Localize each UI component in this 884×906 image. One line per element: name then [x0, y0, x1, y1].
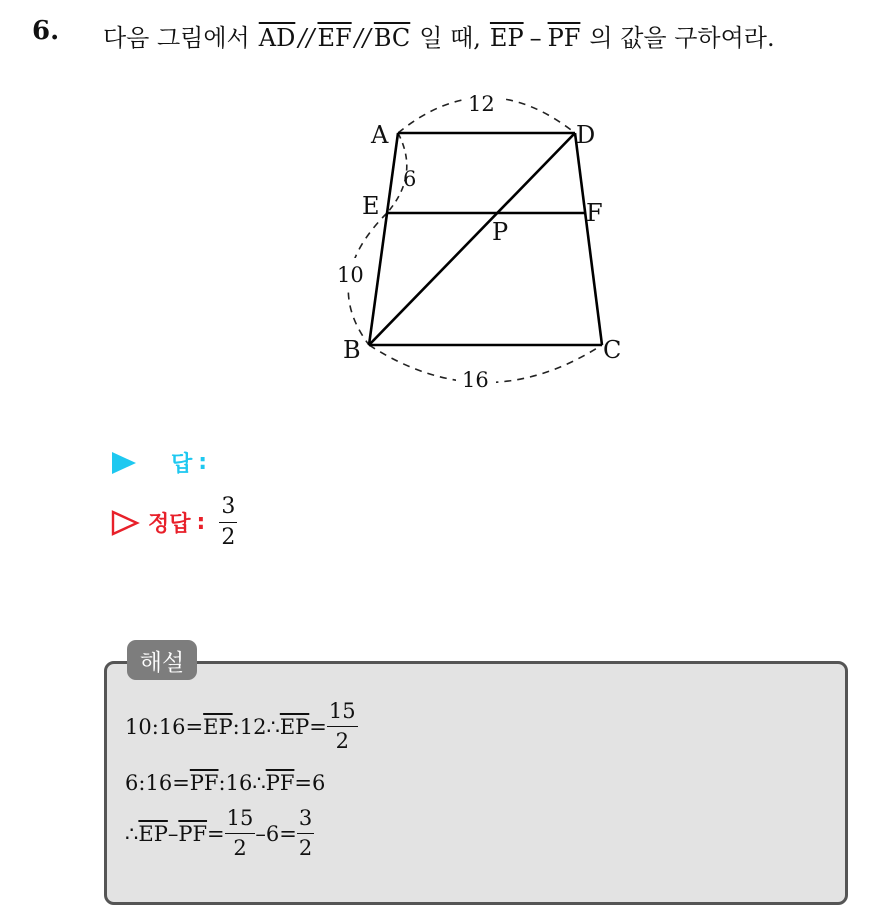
- fraction-numerator: 15: [225, 808, 256, 834]
- vertex-label-d: D: [576, 121, 596, 149]
- minus-sign: –: [529, 24, 542, 52]
- parallel-symbol-2: //: [354, 24, 371, 52]
- diagonal-bd: [369, 133, 575, 345]
- point-label-p: P: [492, 218, 509, 246]
- segment-pf: $\overline{PF}$: [265, 771, 295, 795]
- question-text: [103, 18, 775, 53]
- value: 12: [239, 714, 267, 739]
- value: 16: [145, 771, 173, 795]
- trapezoid-figure: [330, 88, 630, 398]
- ratio-colon: :: [151, 714, 159, 739]
- value: 6: [265, 821, 280, 846]
- minus-sign: –: [255, 821, 266, 846]
- explanation-tab: 해설: [127, 640, 197, 680]
- equals-sign: =: [172, 771, 190, 795]
- answer-row: [110, 447, 207, 478]
- fraction-numerator: 3: [297, 808, 314, 834]
- ratio-colon: :: [138, 771, 146, 795]
- segment-ep: $\overline{EP}$: [203, 714, 233, 739]
- therefore-symbol: ∴: [125, 821, 139, 846]
- therefore-symbol: ∴: [252, 771, 266, 795]
- segment-ad: $\overline{AD}$: [258, 24, 296, 52]
- correct-answer-fraction: [219, 496, 237, 549]
- measure-ae: 6: [403, 167, 417, 191]
- equals-sign: =: [294, 771, 312, 795]
- segment-ef: $\overline{EF}$: [317, 24, 352, 52]
- explanation-line-1: [125, 701, 358, 752]
- value: 10: [125, 714, 152, 739]
- fraction-denominator: 2: [335, 729, 349, 753]
- equals-sign: =: [185, 714, 204, 739]
- equals-sign: =: [279, 821, 297, 846]
- segment-bc: $\overline{BC}$: [373, 24, 411, 52]
- correct-answer-row: [110, 496, 237, 549]
- segment-ep: $\overline{EP}$: [489, 24, 524, 52]
- ratio-colon: :: [218, 771, 226, 795]
- value: 16: [225, 771, 253, 795]
- segment-pf: $\overline{PF}$: [547, 24, 581, 52]
- equals-sign: =: [207, 821, 225, 846]
- value: 16: [158, 714, 186, 739]
- segment-ep: $\overline{EP}$: [138, 821, 168, 846]
- equals-sign: =: [309, 714, 327, 739]
- vertex-label-b: B: [343, 336, 361, 364]
- vertex-label-c: C: [603, 336, 622, 364]
- side-ba: [369, 133, 398, 345]
- question-number: 6.: [32, 16, 60, 46]
- question-suffix: 의 값을 구하여라.: [589, 24, 775, 52]
- explanation-line-3: [125, 808, 314, 859]
- filled-triangle-icon: [110, 450, 138, 476]
- vertex-label-f: F: [586, 199, 603, 227]
- segment-ep: $\overline{EP}$: [279, 714, 310, 739]
- correct-answer-colon: :: [196, 510, 206, 535]
- vertex-label-e: E: [362, 192, 380, 220]
- fraction-denominator: 2: [221, 525, 236, 550]
- question-when: 일 때,: [419, 24, 481, 52]
- correct-answer-label: 정답: [148, 512, 191, 537]
- fraction-numerator: 15: [327, 701, 358, 727]
- therefore-symbol: ∴: [266, 714, 280, 739]
- measure-eb: 10: [337, 263, 364, 287]
- measure-top: 12: [468, 92, 495, 116]
- fraction-denominator: 2: [233, 836, 247, 860]
- question-prefix: 다음 그림에서: [103, 24, 250, 52]
- parallel-symbol-1: //: [298, 24, 315, 52]
- segment-pf: $\overline{PF}$: [178, 821, 208, 846]
- explanation-line-2: [125, 771, 325, 795]
- minus-sign: –: [167, 821, 179, 846]
- ratio-colon: :: [232, 714, 240, 739]
- measure-bottom: 16: [462, 368, 489, 392]
- vertex-label-a: A: [371, 121, 389, 149]
- outline-triangle-icon: [110, 509, 140, 537]
- value: 6: [312, 771, 326, 795]
- segment-pf: $\overline{PF}$: [189, 771, 219, 795]
- fraction-denominator: 2: [298, 836, 313, 860]
- fraction-15-2: [225, 808, 256, 859]
- fraction-15-2: [327, 701, 358, 752]
- answer-colon: :: [198, 450, 208, 475]
- fraction-3-2: [297, 808, 314, 859]
- answer-label: 답: [171, 452, 193, 477]
- side-dc: [575, 133, 602, 345]
- value: 6: [125, 771, 139, 795]
- fraction-numerator: 3: [219, 496, 237, 523]
